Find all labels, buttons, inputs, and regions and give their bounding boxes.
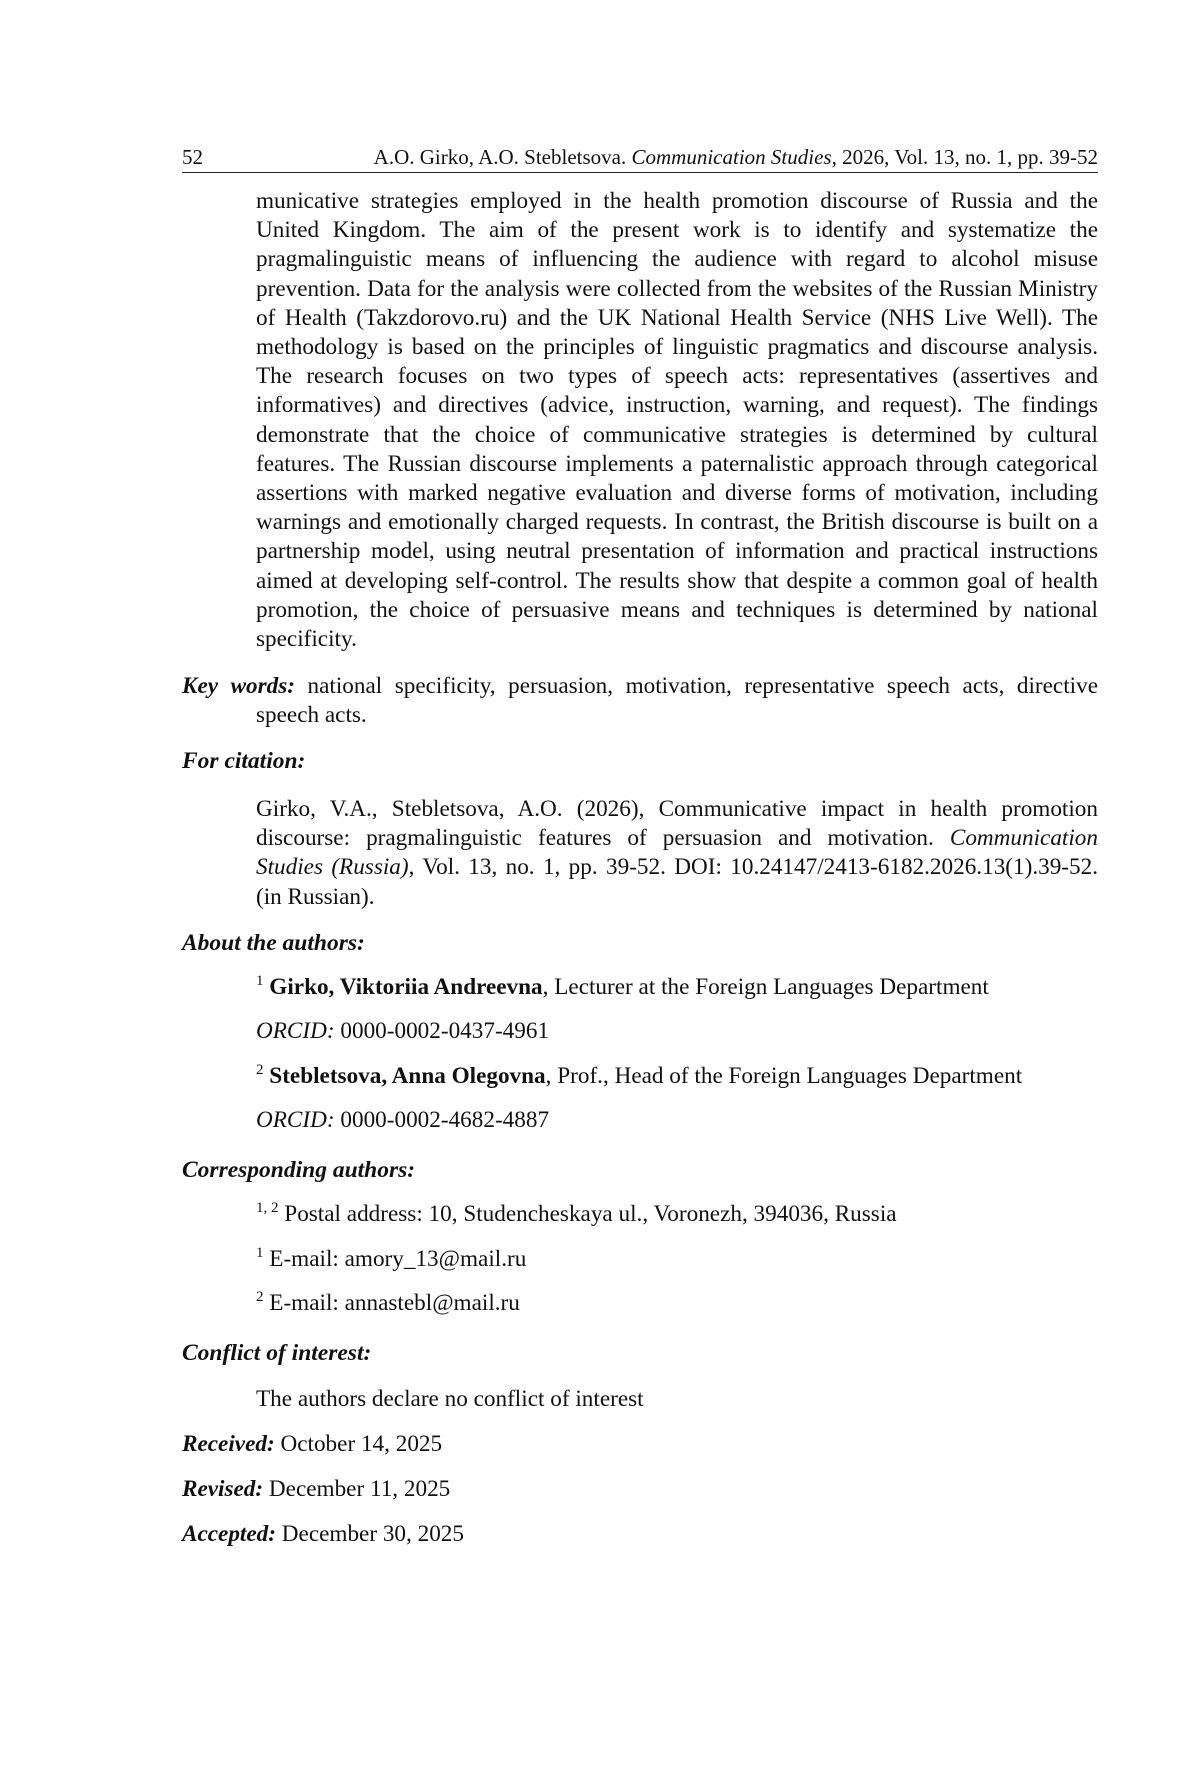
conflict-text: The authors declare no conflict of interest [256,1386,644,1412]
author-2-name: Stebletsova, Anna Olegovna [269,1063,546,1089]
running-head [182,142,1098,173]
author-1-sup: 1 [256,973,264,989]
author-2-orcid [256,1105,549,1135]
postal-text: Postal address: 10, Studencheskaya ul., Voronezh, 394036, Russia [278,1201,897,1227]
revised-label: Revised: [182,1476,264,1502]
header-journal: Communication Studies [631,145,832,169]
orcid-label: ORCID: [256,1018,335,1044]
citation-part1: Girko, V.A., Stebletsova, A.O. (2026), Communicative impact in health promotion discourse: pragmalinguistic features of persuasion and motivation. [256,796,1098,852]
conflict-heading: Conflict of interest: [182,1340,372,1366]
email-2-sup: 2 [256,1289,264,1305]
author-1-orcid [256,1016,549,1046]
revised-date [182,1474,450,1504]
page-number: 52 [182,145,203,169]
header-issue: , 2026, Vol. 13, no. 1, pp. 39-52 [831,145,1098,169]
author-1-position: , Lecturer at the Foreign Languages Department [542,974,989,1000]
received-date [182,1429,442,1459]
about-authors-heading: About the authors: [182,930,365,956]
keywords-label: Key words: [182,673,295,699]
author-2-orcid-value: 0000-0002-4682-4887 [334,1107,550,1133]
author-2-position: , Prof., Head of the Foreign Languages Department [545,1063,1023,1089]
email-1-text: E-mail: amory_13@mail.ru [269,1246,527,1272]
citation-part2: , Vol. 13, no. 1, pp. 39-52. DOI: 10.24147/2413-6182.2026.13(1).39-52. (in Russian). [256,854,1099,910]
header-authors: A.O. Girko, A.O. Stebletsova. [373,145,632,169]
received-value: October 14, 2025 [274,1431,443,1457]
keywords-text: national specificity, persuasion, motivation, representative speech acts, directive speech acts. [256,673,1098,729]
email-1 [256,1244,526,1274]
corresponding-heading: Corresponding authors: [182,1157,416,1183]
orcid-label: ORCID: [256,1107,335,1133]
postal-address [256,1199,897,1229]
accepted-label: Accepted: [182,1521,276,1547]
citation-text [256,795,1098,912]
received-label: Received: [182,1431,275,1457]
citation-journal: Communication Studies (Russia) [256,825,1098,881]
email-2 [256,1288,520,1318]
header-citation [374,142,1098,172]
author-1-line [256,972,989,1002]
author-1-orcid-value: 0000-0002-0437-4961 [334,1018,550,1044]
author-2-line [256,1061,1022,1091]
postal-sup: 1, 2 [256,1200,279,1216]
citation-heading: For citation: [182,748,306,774]
email-2-text: E-mail: annastebl@mail.ru [269,1290,520,1316]
accepted-date [182,1519,464,1549]
abstract-text: municative strategies employed in the health promotion discourse of Russia and the United Kingdom. The aim of the present work is to identify and systematize the pragmalinguistic means of influencing the audience with regard to alcohol misuse prevention. Data for the analysis were collected from the websites of the Russian Ministry of Health (Takzdorovo.ru) and the UK National Health Service (NHS Live Well). The methodology is based on the principles of linguistic pragmatics and discourse analysis. The research focuses on two types of speech acts: representatives (assertives and informatives) and directives (advice, instruction, warning, and request). The findings demonstrate that the choice of communicative strategies is determined by cultural features. The Russian discourse implements a paternalistic approach through categorical assertions with marked negative evaluation and diverse forms of motivation, including warnings and emotionally charged requests. In contrast, the British discourse is built on a partnership model, using neutral presentation of information and practical instructions aimed at developing self-control. The results show that despite a common goal of health promotion, the choice of persuasive means and techniques is determined by national specificity. [256,188,1098,653]
author-1-name: Girko, Viktoriia Andreevna [269,974,543,1000]
keywords [182,672,1098,730]
author-2-sup: 2 [256,1062,264,1078]
revised-value: December 11, 2025 [263,1476,451,1502]
email-1-sup: 1 [256,1245,264,1261]
accepted-value: December 30, 2025 [275,1521,464,1547]
